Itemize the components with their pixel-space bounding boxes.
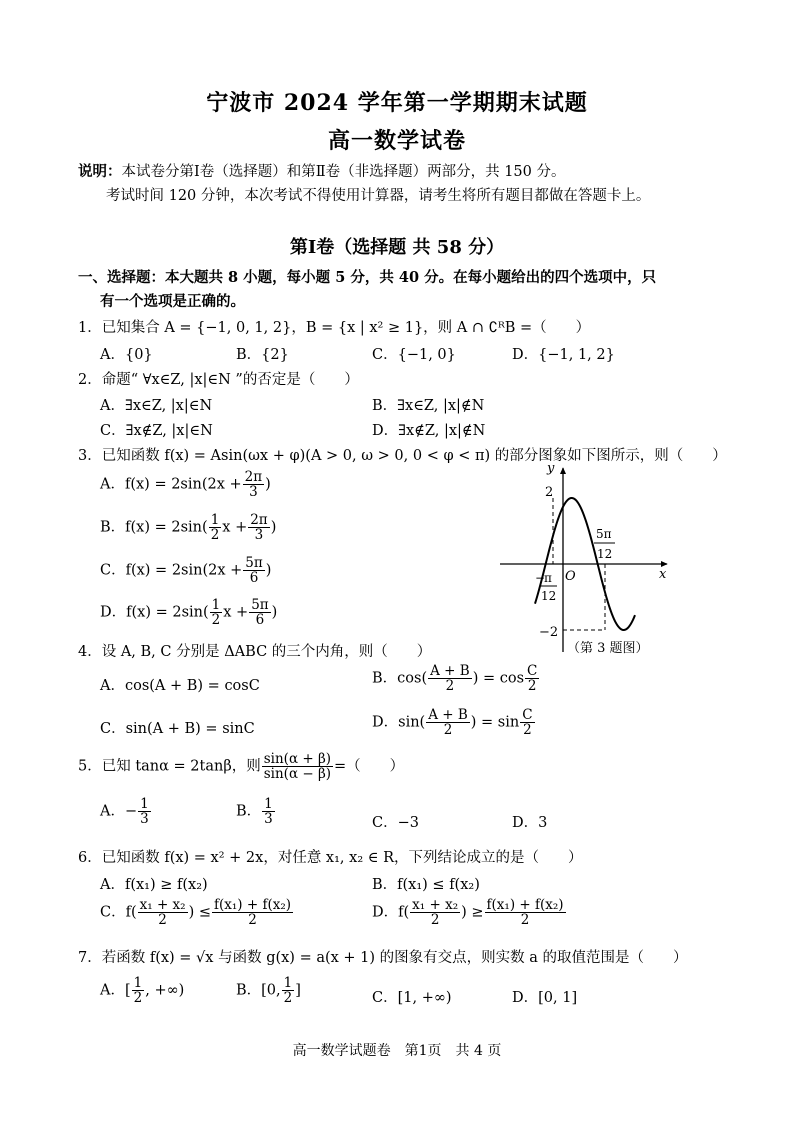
q7-option-b: B．[0, $\frac{1}{2}$ ] — [236, 975, 301, 1007]
instructions-line-1: 说明：本试卷分第Ⅰ卷（选择题）和第Ⅱ卷（非选择题）两部分，共 150 分。 — [78, 163, 566, 180]
figure-caption: （第 3 题图） — [567, 641, 649, 656]
q3-option-b: B．f(x) = 2sin( $\frac{1}{2}$ x + $\frac{2\pi}{3}$ ) — [100, 512, 277, 544]
x-right-num: 5π — [596, 527, 612, 541]
q3-stem: 3．已知函数 f(x) = Asin(ωx + φ)(A > 0, ω > 0, 0 < φ < π) 的部分图象如下图所示，则（ ） — [78, 448, 727, 464]
q7-option-d: D．[0, 1] — [512, 990, 578, 1006]
q2-stem: 2．命题“ ∀x∈Z, |x|∈N ”的否定是（ ） — [78, 372, 359, 388]
ymin-label: −2 — [539, 625, 559, 640]
q3-option-a: A．f(x) = 2sin(2x + $\frac{2\pi}{3}$ ) — [100, 469, 271, 501]
q1-option-d: D．{−1, 1, 2} — [512, 347, 615, 363]
x-left-num: π — [544, 571, 552, 585]
q2-option-d: D．∃x∉Z, |x|∉N — [372, 423, 486, 439]
q1-option-a: A．{0} — [100, 347, 153, 363]
q5-option-b: B． $\frac{1}{3}$ — [236, 796, 273, 828]
q6-option-b: B．f(x₁) ≤ f(x₂) — [372, 877, 480, 893]
section-heading-1: 一、选择题：本大题共 8 小题，每小题 5 分，共 40 分。在每小题给出的四个选项中，只 — [78, 269, 657, 286]
q2-option-a: A．∃x∈Z, |x|∈N — [100, 398, 213, 414]
q3-option-d: D．f(x) = 2sin( $\frac{1}{2}$ x + $\frac{5\pi}{6}$ ) — [100, 597, 278, 629]
part1-title: 第Ⅰ卷（选择题 共 58 分） — [289, 237, 505, 258]
q1-stem: 1．已知集合 A = {−1, 0, 1, 2}，B = {x | x² ≥ 1}，则 A ∩ ∁ᴿB =（ ） — [78, 320, 591, 336]
x-axis-label: x — [659, 567, 667, 582]
instructions-label: 说明： — [78, 163, 122, 180]
q7-option-c: C．[1, +∞) — [372, 990, 452, 1006]
q4-option-d: D．sin( $\frac{A + B}{2}$ ) = sin $\frac{C}{2}$ — [372, 707, 533, 739]
x-right-den: 12 — [597, 547, 613, 561]
q4-option-a: A．cos(A + B) = cosC — [100, 678, 260, 694]
x-left-den: 12 — [541, 589, 557, 603]
exam-title: 宁波市 2024 学年第一学期期末试题 — [206, 90, 588, 116]
q6-option-a: A．f(x₁) ≥ f(x₂) — [100, 877, 208, 893]
y-axis-label: y — [547, 461, 555, 476]
q4-stem: 4．设 A, B, C 分别是 ΔABC 的三个内角，则（ ） — [78, 644, 432, 660]
q1-option-c: C．{−1, 0} — [372, 347, 456, 363]
q5-option-c: C．−3 — [372, 815, 419, 831]
page-footer: 高一数学试题卷 第1页 共 4 页 — [292, 1043, 502, 1059]
q6-option-c: C．f( $\frac{\text{x₁ + x₂}}{2}$ ) ≤ $\frac{\text{f(x₁) + f(x₂)}}{2}$ — [100, 897, 292, 929]
q2-option-c: C．∃x∉Z, |x|∈N — [100, 423, 213, 439]
q3-option-c: C．f(x) = 2sin(2x + $\frac{5\pi}{6}$ ) — [100, 555, 272, 587]
instructions-line-2: 考试时间 120 分钟，本次考试不得使用计算器，请考生将所有题目都做在答题卡上。 — [106, 188, 651, 204]
q5-option-d: D．3 — [512, 815, 548, 831]
q4-option-c: C．sin(A + B) = sinC — [100, 721, 255, 737]
exam-subtitle: 高一数学试卷 — [327, 128, 466, 154]
q5-stem: 5．已知 tanα = 2tanβ，则 $\frac{\sin(\alpha + \beta)}{\sin(\alpha - \beta)}$ =（ ） — [78, 751, 405, 783]
q5-option-a: A．− $\frac{1}{3}$ — [100, 796, 149, 828]
q1-option-b: B．{2} — [236, 347, 289, 363]
q2-option-b: B．∃x∈Z, |x|∉N — [372, 398, 485, 414]
q6-option-d: D．f( $\frac{\text{x₁ + x₂}}{2}$ ) ≥ $\frac{\text{f(x₁) + f(x₂)}}{2}$ — [372, 897, 564, 929]
q6-stem: 6．已知函数 f(x) = x² + 2x，对任意 x₁, x₂ ∈ R，下列结论成立的是（ ） — [78, 850, 583, 866]
origin-label: O — [565, 569, 576, 584]
section-heading-2: 有一个选项是正确的。 — [100, 293, 245, 310]
q4-option-b: B．cos( $\frac{A + B}{2}$ ) = cos $\frac{C}{2}$ — [372, 663, 538, 695]
q3-function-graph — [495, 460, 685, 660]
q7-stem: 7．若函数 f(x) = √x 与函数 g(x) = a(x + 1) 的图象有交点，则实数 a 的取值范围是（ ） — [78, 950, 688, 966]
q7-option-a: A．[ $\frac{1}{2}$ , +∞) — [100, 975, 185, 1007]
ymax-label: 2 — [545, 485, 554, 500]
x-left-sign: − — [535, 571, 546, 585]
